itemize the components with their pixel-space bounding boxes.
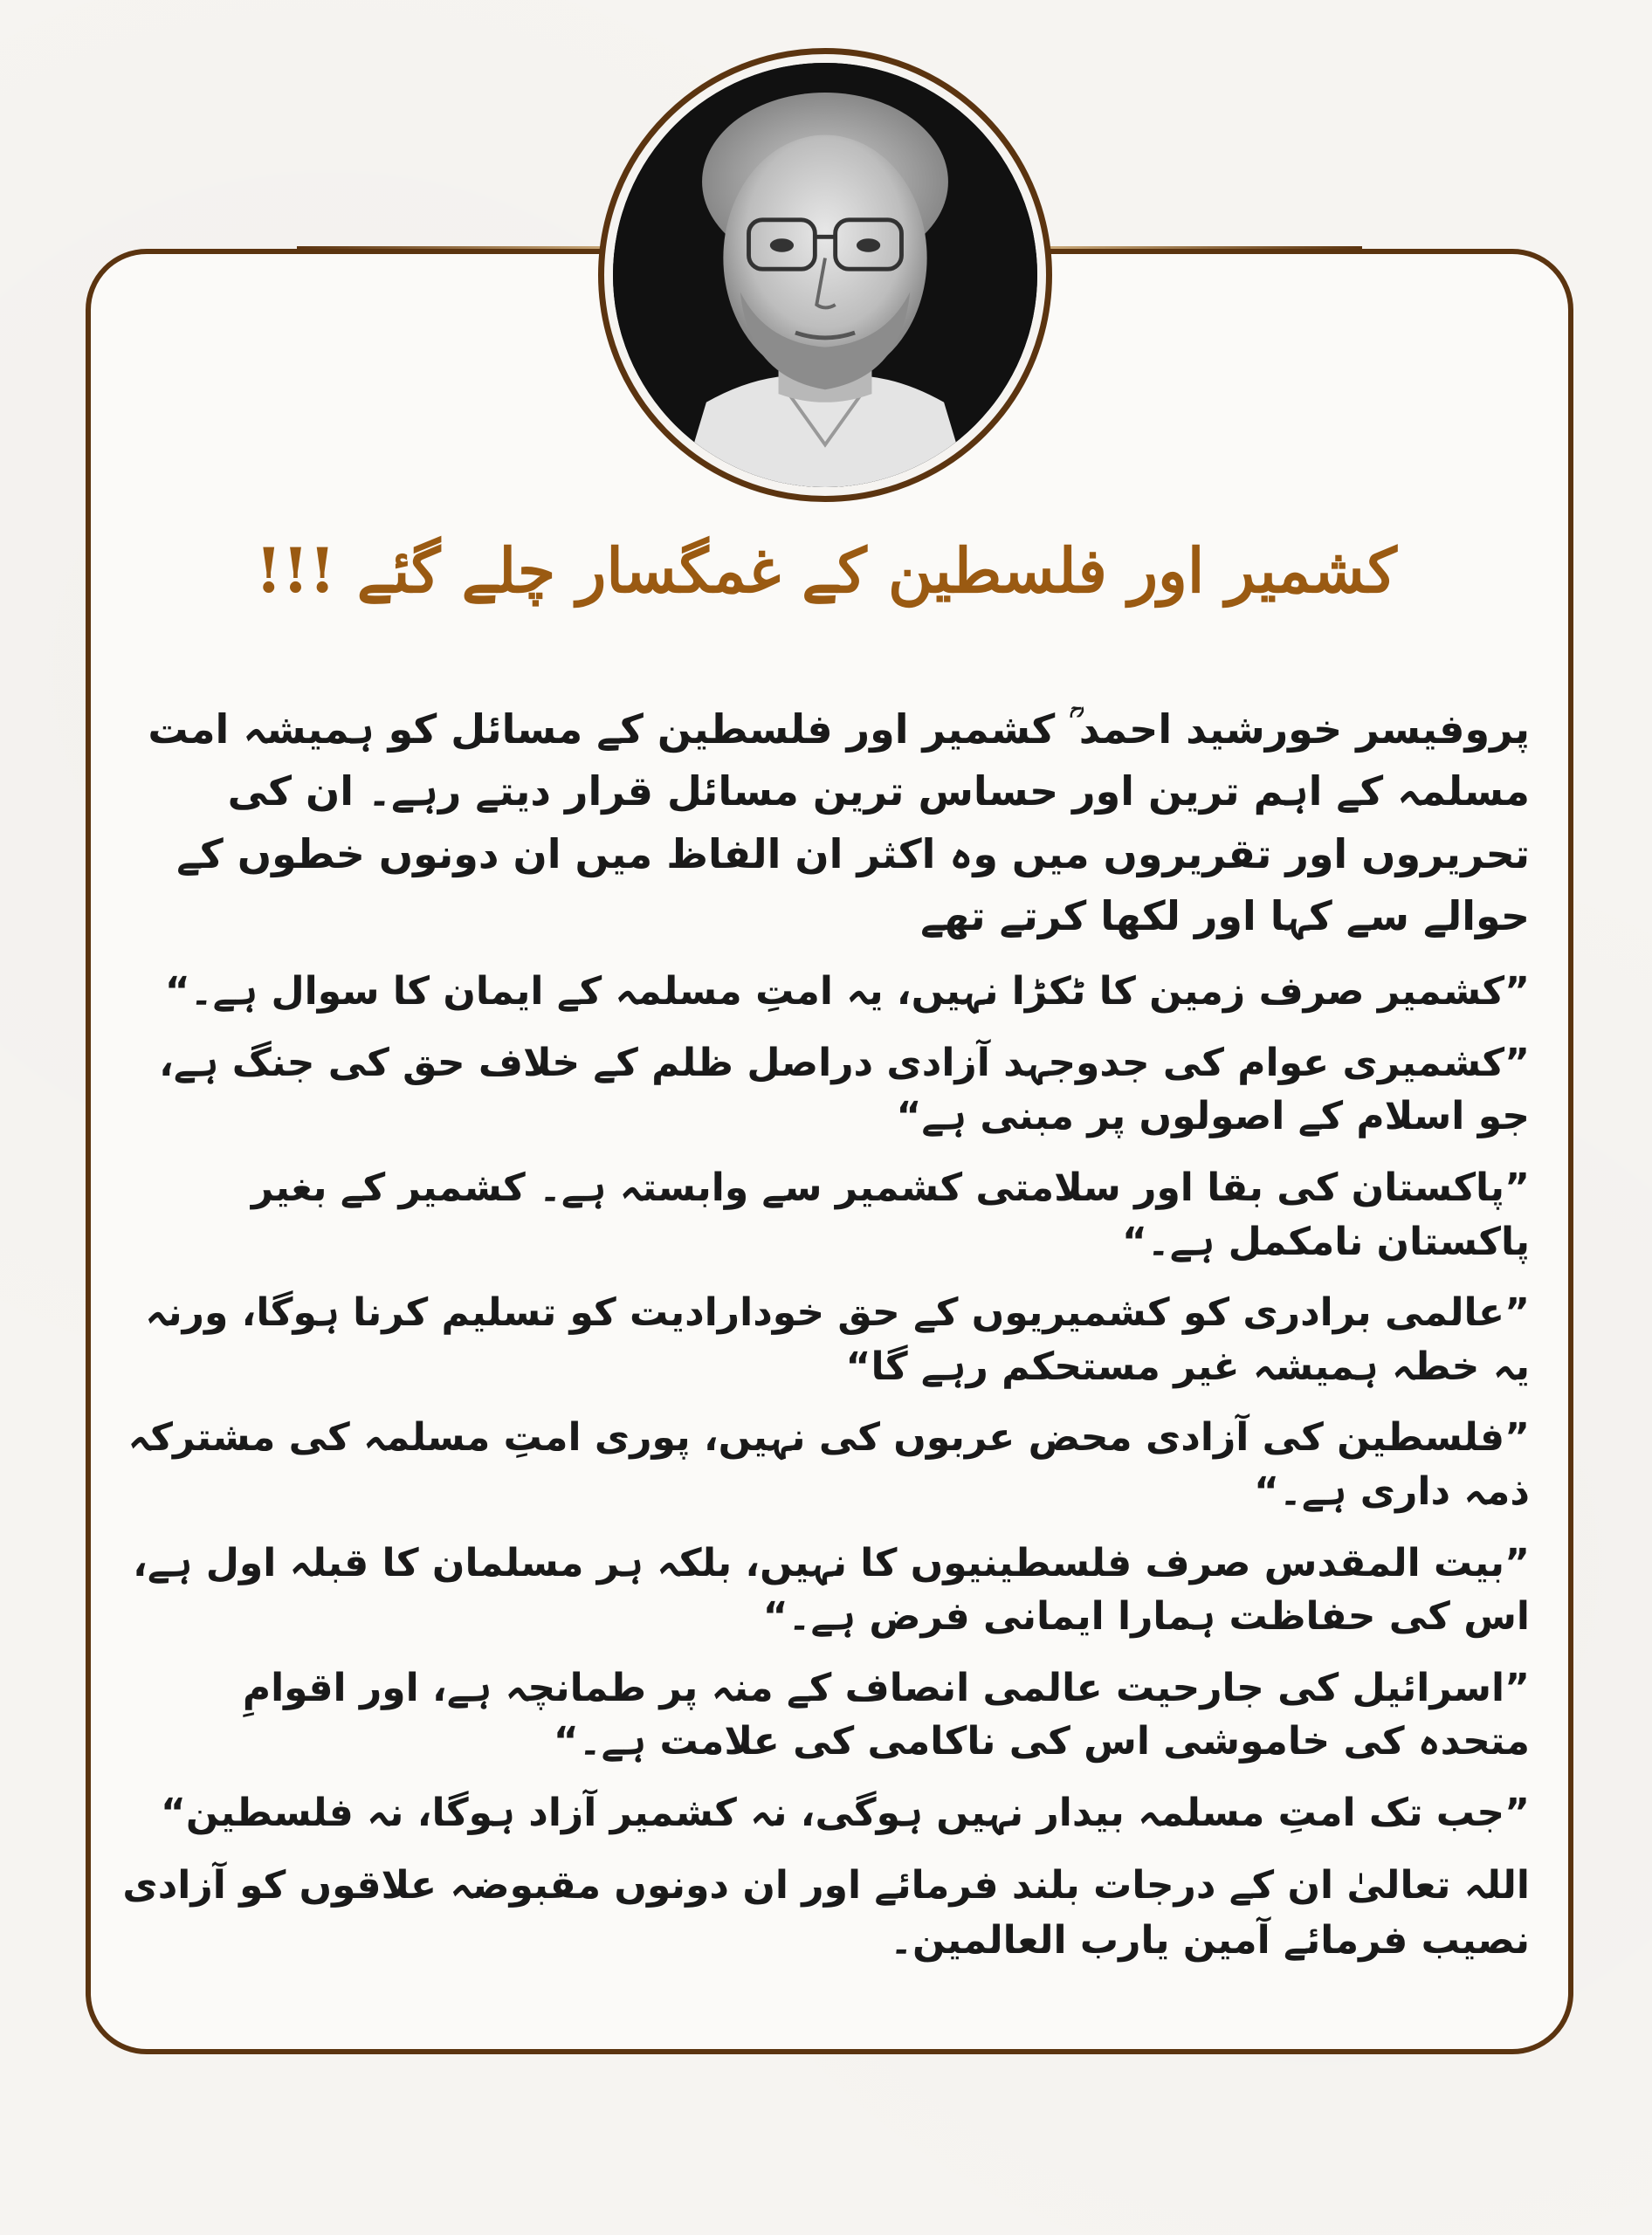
frame-accent-left	[297, 246, 611, 249]
portrait-sketch-icon	[613, 63, 1037, 487]
quote-7: ”اسرائیل کی جارحیت عالمی انصاف کے منہ پر طمانچہ ہے، اور اقوامِ متحدہ کی خاموشی اس کی ناکامی کی علامت ہے۔“	[242, 1665, 1530, 1764]
quote-3: ”پاکستان کی بقا اور سلامتی کشمیر سے وابستہ ہے۔ کشمیر کے بغیر پاکستان نامکمل ہے۔“	[251, 1165, 1530, 1264]
quote-2: ”کشمیری عوام کی جدوجہد آزادی دراصل ظلم کے خلاف حق کی جنگ ہے، جو اسلام کے اصولوں پر مبنی ہے“	[159, 1040, 1530, 1139]
portrait-image	[613, 63, 1037, 487]
closing-prayer: اللہ تعالیٰ ان کے درجات بلند فرمائے اور ان دونوں مقبوضہ علاقوں کو آزادی نصیب فرمائے آمین یارب العالمین۔	[122, 1862, 1530, 1963]
article-body	[122, 698, 1530, 1969]
quote-6: ”بیت المقدس صرف فلسطینیوں کا نہیں، بلکہ ہر مسلمان کا قبلہ اول ہے، اس کی حفاظت ہمارا ایمانی فرض ہے۔“	[133, 1540, 1530, 1640]
portrait-ring	[598, 48, 1052, 502]
quote-1: ”کشمیر صرف زمین کا ٹکڑا نہیں، یہ امتِ مسلمہ کے ایمان کا سوال ہے۔“	[164, 969, 1530, 1014]
quote-5: ”فلسطین کی آزادی محض عربوں کی نہیں، پوری امتِ مسلمہ کی مشترکہ ذمہ داری ہے۔“	[127, 1415, 1530, 1514]
quote-8: ”جب تک امتِ مسلمہ بیدار نہیں ہوگی، نہ کشمیر آزاد ہوگا، نہ فلسطین“	[160, 1790, 1530, 1835]
quote-4: ”عالمی برادری کو کشمیریوں کے حق خودارادیت کو تسلیم کرنا ہوگا، ورنہ یہ خطہ ہمیشہ غیر مستحکم رہے گا“	[145, 1290, 1530, 1389]
intro-paragraph: پروفیسر خورشید احمد ؒ کشمیر اور فلسطین کے مسائل کو ہمیشہ امت مسلمہ کے اہم ترین اور حساس ترین مسائل قرار دیتے رہے۔ ان کی تحریروں اور تقریروں میں وہ اکثر ان الفاظ میں ان دونوں خطوں کے حوالے سے کہا اور لکھا کرتے تھے	[148, 705, 1530, 939]
page-title: کشمیر اور فلسطین کے غمگسار چلے گئے !!!	[255, 534, 1397, 607]
frame-accent-right	[1048, 246, 1362, 249]
